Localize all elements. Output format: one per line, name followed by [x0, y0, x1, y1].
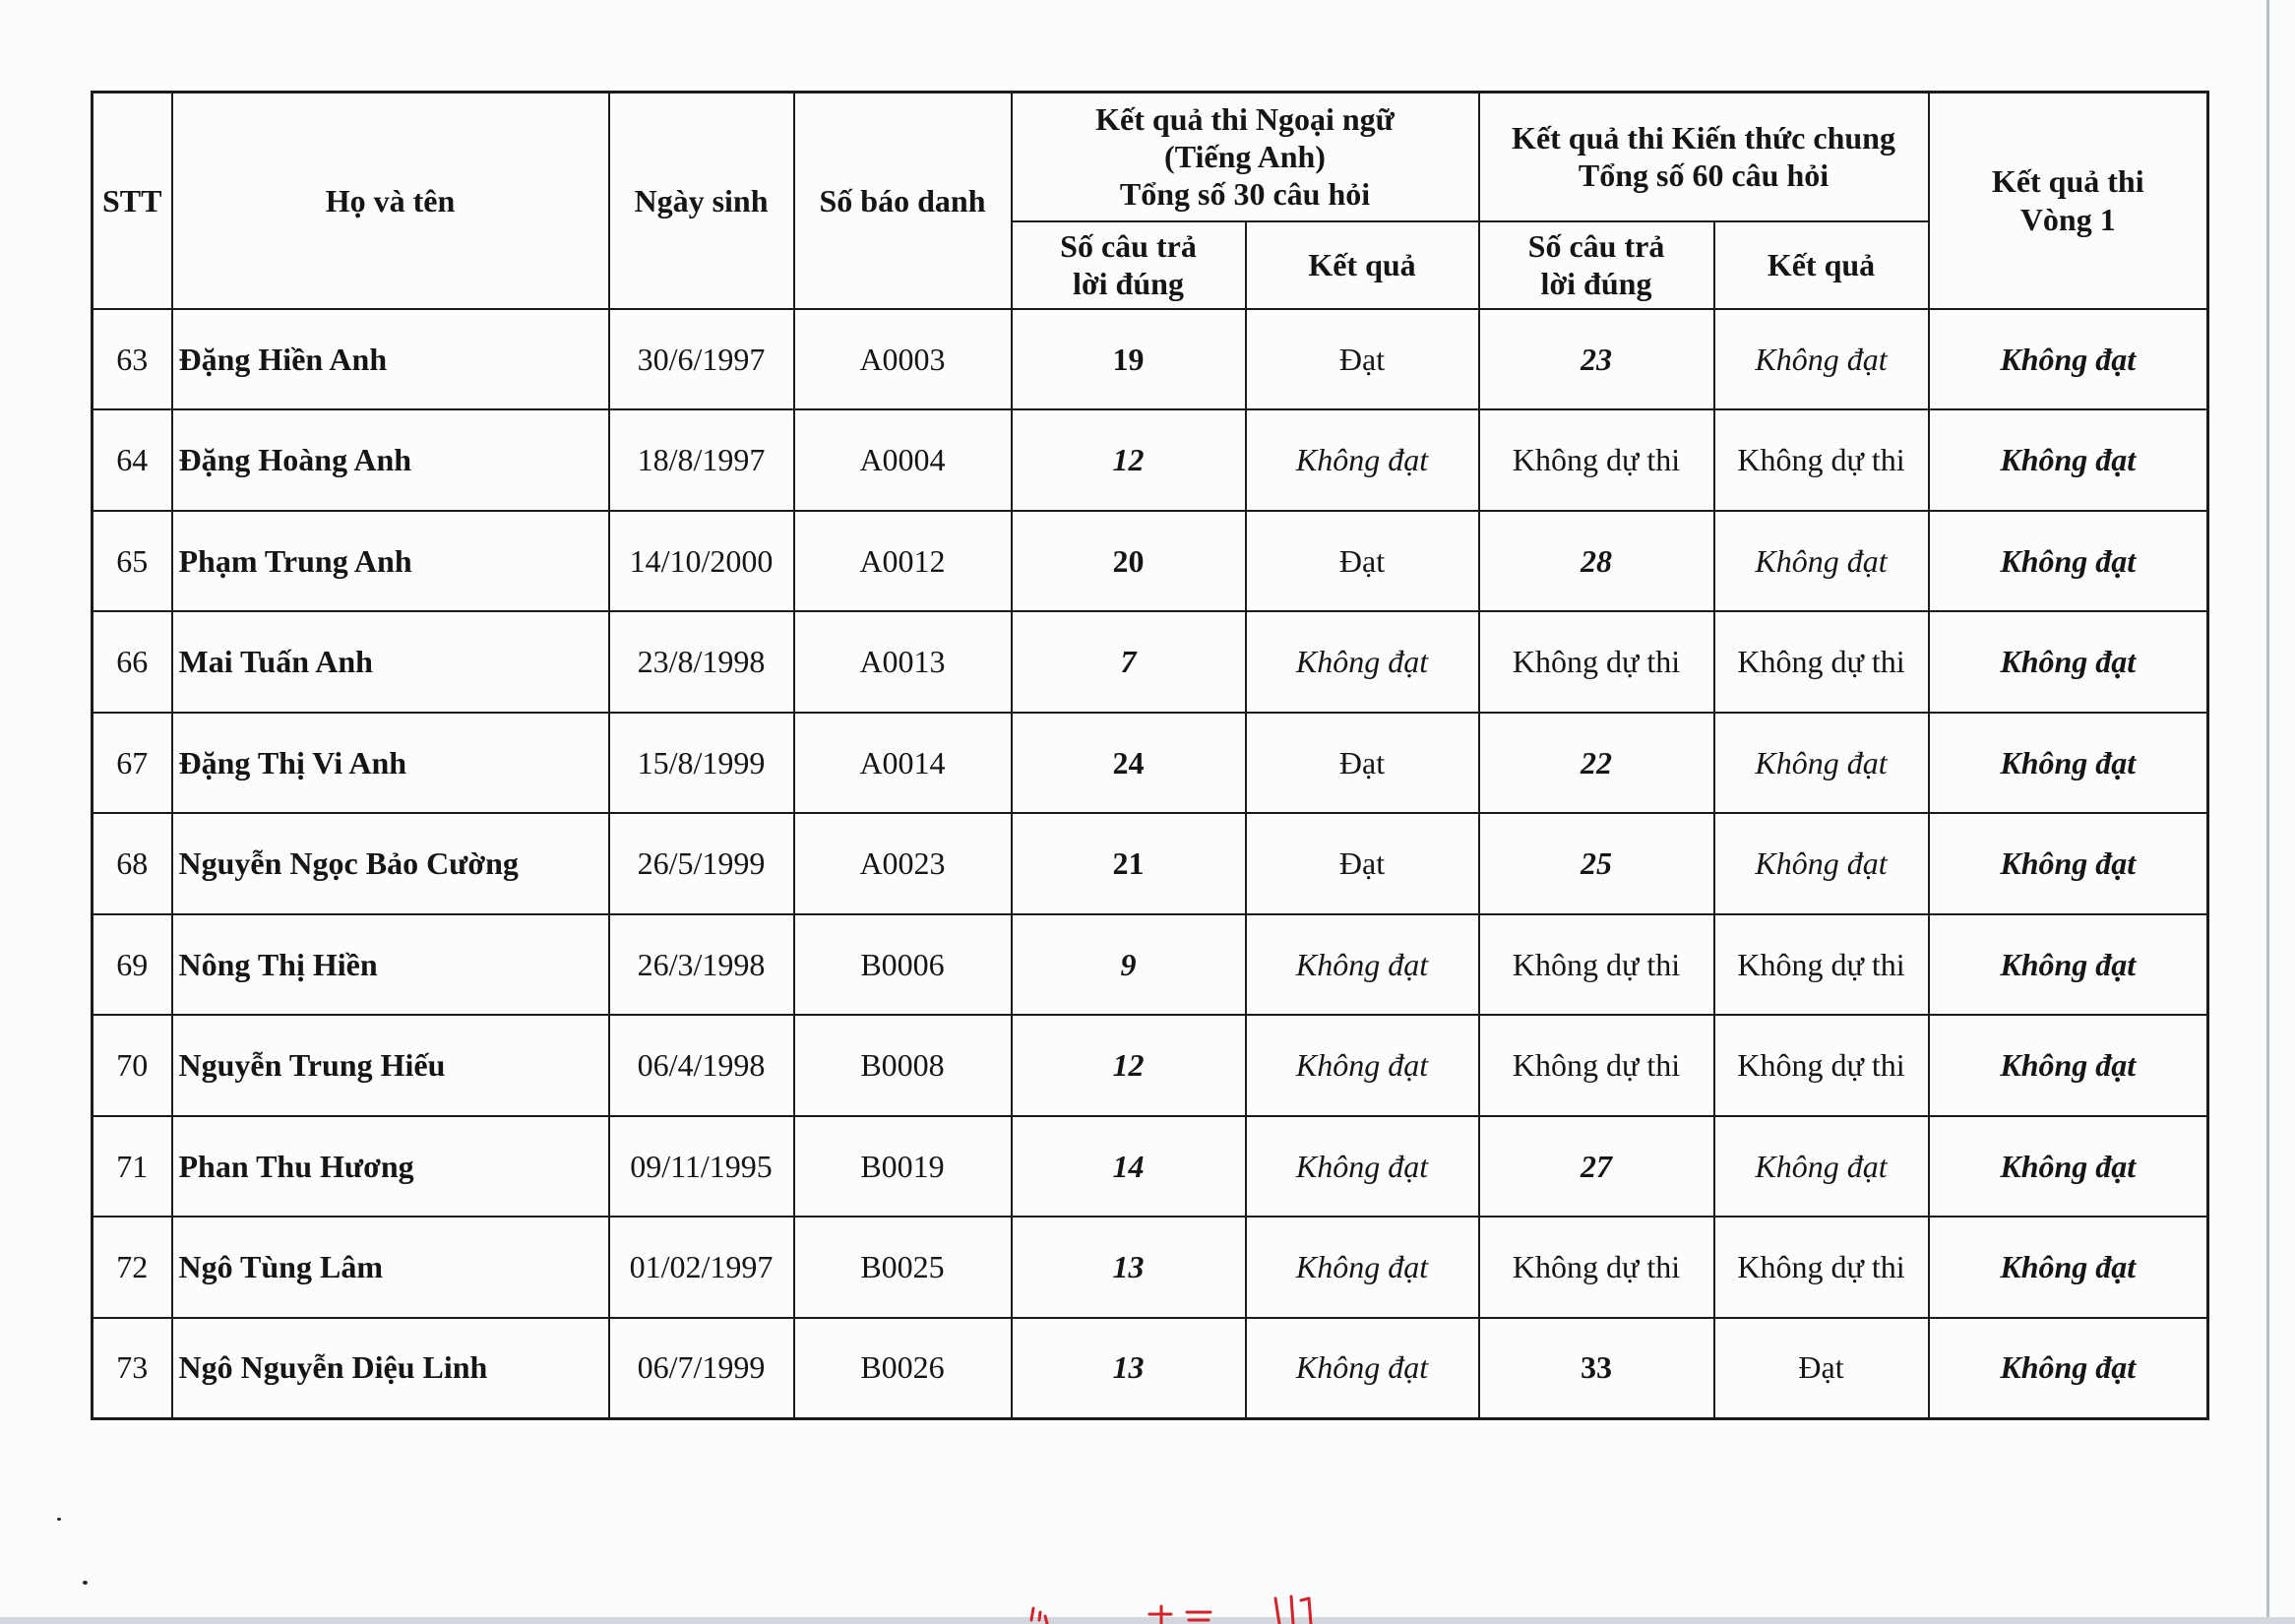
- cell-dob: 09/11/1995: [609, 1116, 794, 1218]
- cell-english-correct: 12: [1012, 409, 1246, 511]
- table-row: [93, 1015, 2208, 1116]
- cell-general-result: Không dự thi: [1714, 914, 1929, 1016]
- header-general-group: Kết quả thi Kiến thức chung Tổng số 60 câu hỏi: [1479, 93, 1929, 221]
- cell-english-correct: 14: [1012, 1116, 1246, 1218]
- cell-english-result: Đạt: [1246, 309, 1479, 410]
- cell-round1-result: Không đạt: [1929, 1318, 2208, 1419]
- cell-general-correct: Không dự thi: [1479, 611, 1714, 713]
- cell-stt: 72: [93, 1217, 172, 1318]
- table-row: [93, 713, 2208, 814]
- table-row: [93, 309, 2208, 410]
- cell-name: Ngô Tùng Lâm: [172, 1217, 609, 1318]
- cell-round1-result: Không đạt: [1929, 611, 2208, 713]
- cell-general-result: Không đạt: [1714, 511, 1929, 612]
- scan-speck: [83, 1581, 88, 1585]
- cell-english-correct: 21: [1012, 813, 1246, 914]
- cell-english-result: Đạt: [1246, 813, 1479, 914]
- cell-name: Đặng Hoàng Anh: [172, 409, 609, 511]
- cell-sbd: B0019: [794, 1116, 1012, 1218]
- header-general-correct: Số câu trả lời đúng: [1479, 221, 1714, 309]
- cell-general-correct: 25: [1479, 813, 1714, 914]
- cell-general-result: Không dự thi: [1714, 1217, 1929, 1318]
- cell-stt: 65: [93, 511, 172, 612]
- cell-stt: 63: [93, 309, 172, 410]
- cell-general-result: Không đạt: [1714, 813, 1929, 914]
- cell-general-result: Không dự thi: [1714, 409, 1929, 511]
- cell-general-correct: 27: [1479, 1116, 1714, 1218]
- cell-general-result: Đạt: [1714, 1318, 1929, 1419]
- cell-general-correct: 33: [1479, 1318, 1714, 1419]
- results-table: [91, 91, 2209, 1420]
- cell-round1-result: Không đạt: [1929, 713, 2208, 814]
- cell-sbd: A0012: [794, 511, 1012, 612]
- cell-round1-result: Không đạt: [1929, 914, 2208, 1016]
- cell-sbd: B0025: [794, 1217, 1012, 1318]
- table-row: [93, 511, 2208, 612]
- cell-english-correct: 13: [1012, 1318, 1246, 1419]
- cell-name: Đặng Hiền Anh: [172, 309, 609, 410]
- scan-speck: [57, 1518, 61, 1521]
- cell-round1-result: Không đạt: [1929, 1116, 2208, 1218]
- table-header: [93, 93, 2208, 309]
- cell-name: Nguyễn Ngọc Bảo Cường: [172, 813, 609, 914]
- cell-general-result: Không đạt: [1714, 1116, 1929, 1218]
- cell-stt: 73: [93, 1318, 172, 1419]
- cell-english-correct: 13: [1012, 1217, 1246, 1318]
- cell-stt: 64: [93, 409, 172, 511]
- table-row: [93, 914, 2208, 1016]
- cell-round1-result: Không đạt: [1929, 1217, 2208, 1318]
- cell-general-correct: Không dự thi: [1479, 1015, 1714, 1116]
- cell-dob: 26/3/1998: [609, 914, 794, 1016]
- cell-english-correct: 20: [1012, 511, 1246, 612]
- cell-round1-result: Không đạt: [1929, 511, 2208, 612]
- cell-sbd: A0014: [794, 713, 1012, 814]
- cell-english-correct: 9: [1012, 914, 1246, 1016]
- cell-round1-result: Không đạt: [1929, 409, 2208, 511]
- cell-english-result: Không đạt: [1246, 611, 1479, 713]
- cell-sbd: A0013: [794, 611, 1012, 713]
- cell-name: Phan Thu Hương: [172, 1116, 609, 1218]
- cell-dob: 15/8/1999: [609, 713, 794, 814]
- cell-stt: 70: [93, 1015, 172, 1116]
- cell-english-correct: 24: [1012, 713, 1246, 814]
- cell-round1-result: Không đạt: [1929, 309, 2208, 410]
- cell-english-result: Không đạt: [1246, 1217, 1479, 1318]
- cell-sbd: A0003: [794, 309, 1012, 410]
- cell-general-correct: Không dự thi: [1479, 1217, 1714, 1318]
- cell-english-result: Đạt: [1246, 713, 1479, 814]
- cell-dob: 26/5/1999: [609, 813, 794, 914]
- cell-round1-result: Không đạt: [1929, 813, 2208, 914]
- table-row: [93, 409, 2208, 511]
- cell-general-result: Không dự thi: [1714, 1015, 1929, 1116]
- cell-stt: 69: [93, 914, 172, 1016]
- cell-name: Đặng Thị Vi Anh: [172, 713, 609, 814]
- cell-sbd: B0026: [794, 1318, 1012, 1419]
- header-general-result: Kết quả: [1714, 221, 1929, 309]
- cell-dob: 30/6/1997: [609, 309, 794, 410]
- cell-stt: 68: [93, 813, 172, 914]
- table-row: [93, 1318, 2208, 1419]
- cell-dob: 18/8/1997: [609, 409, 794, 511]
- cell-sbd: A0023: [794, 813, 1012, 914]
- cell-english-result: Không đạt: [1246, 914, 1479, 1016]
- cell-general-correct: 23: [1479, 309, 1714, 410]
- cell-general-correct: Không dự thi: [1479, 914, 1714, 1016]
- header-sbd: Số báo danh: [794, 93, 1012, 309]
- header-english-group: Kết quả thi Ngoại ngữ (Tiếng Anh) Tổng số 30 câu hỏi: [1012, 93, 1479, 221]
- cell-stt: 67: [93, 713, 172, 814]
- cell-sbd: B0008: [794, 1015, 1012, 1116]
- header-name: Họ và tên: [172, 93, 609, 309]
- header-english-correct: Số câu trả lời đúng: [1012, 221, 1246, 309]
- cell-english-correct: 7: [1012, 611, 1246, 713]
- cell-name: Nguyễn Trung Hiếu: [172, 1015, 609, 1116]
- page-edge-right: [2266, 0, 2269, 1624]
- cell-general-result: Không đạt: [1714, 309, 1929, 410]
- cell-dob: 06/4/1998: [609, 1015, 794, 1116]
- header-dob: Ngày sinh: [609, 93, 794, 309]
- cell-name: Nông Thị Hiền: [172, 914, 609, 1016]
- table-row: [93, 813, 2208, 914]
- cell-dob: 14/10/2000: [609, 511, 794, 612]
- cell-round1-result: Không đạt: [1929, 1015, 2208, 1116]
- cell-general-correct: 28: [1479, 511, 1714, 612]
- cell-stt: 71: [93, 1116, 172, 1218]
- cell-dob: 01/02/1997: [609, 1217, 794, 1318]
- header-english-result: Kết quả: [1246, 221, 1479, 309]
- cell-general-correct: 22: [1479, 713, 1714, 814]
- header-row-top: [93, 93, 2208, 221]
- cell-general-result: Không đạt: [1714, 713, 1929, 814]
- header-round1: Kết quả thi Vòng 1: [1929, 93, 2208, 309]
- cell-dob: 06/7/1999: [609, 1318, 794, 1419]
- cell-dob: 23/8/1998: [609, 611, 794, 713]
- cell-general-result: Không dự thi: [1714, 611, 1929, 713]
- table-body: [93, 309, 2208, 1419]
- cell-english-result: Không đạt: [1246, 1015, 1479, 1116]
- cell-english-correct: 19: [1012, 309, 1246, 410]
- header-stt: STT: [93, 93, 172, 309]
- cell-english-result: Không đạt: [1246, 409, 1479, 511]
- cell-english-result: Không đạt: [1246, 1116, 1479, 1218]
- cell-sbd: A0004: [794, 409, 1012, 511]
- cell-name: Phạm Trung Anh: [172, 511, 609, 612]
- cell-name: Ngô Nguyễn Diệu Linh: [172, 1318, 609, 1419]
- cell-english-result: Không đạt: [1246, 1318, 1479, 1419]
- table-row: [93, 611, 2208, 713]
- stamp-fragment: [1014, 1587, 1338, 1624]
- cell-general-correct: Không dự thi: [1479, 409, 1714, 511]
- cell-english-result: Đạt: [1246, 511, 1479, 612]
- cell-sbd: B0006: [794, 914, 1012, 1016]
- cell-stt: 66: [93, 611, 172, 713]
- cell-name: Mai Tuấn Anh: [172, 611, 609, 713]
- table-row: [93, 1217, 2208, 1318]
- cell-english-correct: 12: [1012, 1015, 1246, 1116]
- table-row: [93, 1116, 2208, 1218]
